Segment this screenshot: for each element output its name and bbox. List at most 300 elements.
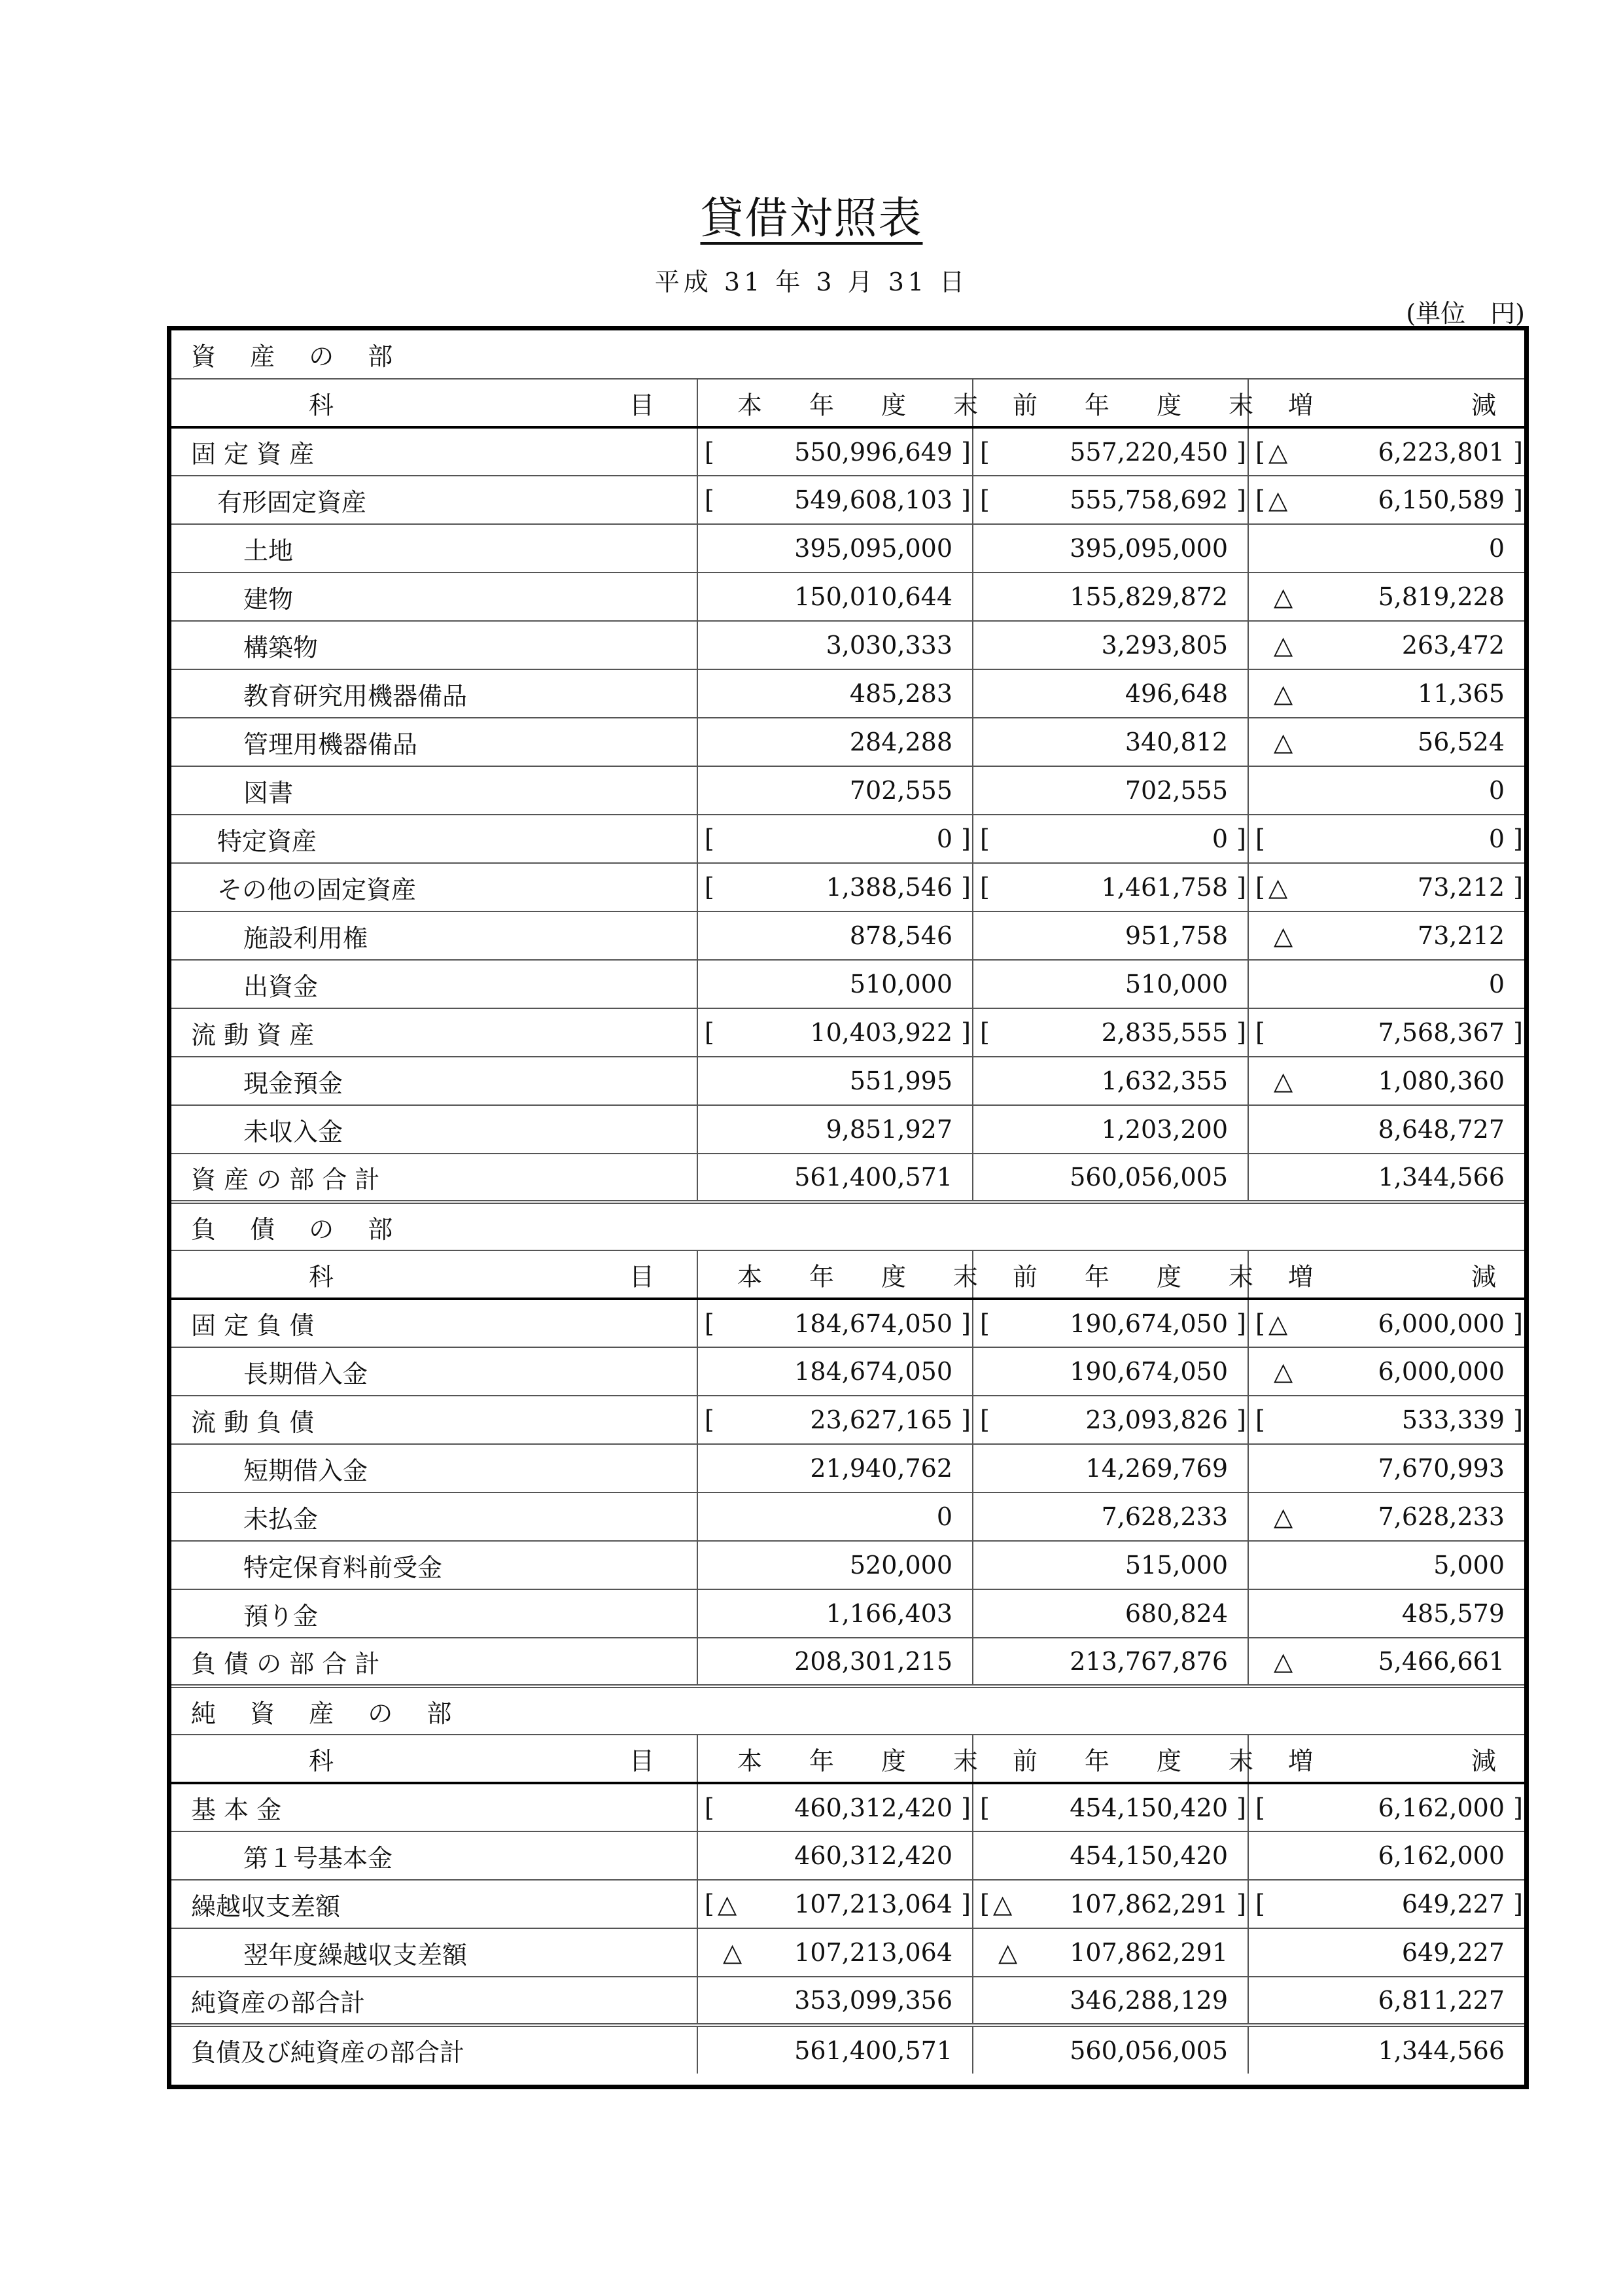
- value-cur: 353,099,356: [794, 1986, 952, 2015]
- value-prev: 1,632,355: [1101, 1067, 1228, 1095]
- negative-mark: △: [1274, 1067, 1293, 1095]
- row-label: 土地: [243, 536, 294, 565]
- row-label: 繰越収支差額: [191, 1892, 341, 1921]
- cell-diff: [1248, 621, 1524, 669]
- row-label: 構築物: [243, 633, 319, 662]
- value-cur: 107,213,064: [794, 1938, 952, 1967]
- value-diff: 0: [1488, 776, 1505, 805]
- value-cur: 551,995: [849, 1067, 952, 1095]
- cell-cur: [697, 621, 973, 669]
- bracket-open: [: [980, 873, 990, 902]
- cell-cur: [697, 2025, 973, 2074]
- bracket-close: ]: [1513, 824, 1523, 853]
- cell-cur: [697, 1880, 973, 1928]
- bracket-open: [: [1255, 486, 1265, 514]
- row-label: 翌年度繰越収支差額: [243, 1940, 468, 1969]
- bracket-open: [: [1255, 1793, 1265, 1822]
- net-assets-header-col3-char: 年: [1085, 1746, 1110, 1775]
- bracket-open: [: [1255, 824, 1265, 853]
- row-label-cell: [171, 1977, 697, 2025]
- bracket-open: [: [1255, 1018, 1265, 1047]
- bracket-close: ]: [961, 824, 971, 853]
- value-diff: 0: [1488, 824, 1505, 853]
- net-assets-header-col3-char: 前: [1013, 1746, 1038, 1775]
- value-diff: 5,466,661: [1378, 1647, 1505, 1676]
- net-assets-header-col1: [171, 1735, 697, 1783]
- row-label-cell: [171, 1008, 697, 1057]
- row-label-cell: [171, 1638, 697, 1686]
- bracket-close: ]: [1236, 1309, 1246, 1338]
- bracket-close: ]: [1513, 1309, 1523, 1338]
- value-prev: 496,648: [1125, 679, 1228, 708]
- value-diff: 1,080,360: [1378, 1067, 1505, 1095]
- net-assets-header-col2: [697, 1735, 979, 1783]
- negative-mark: △: [998, 1938, 1018, 1967]
- cell-diff: [1248, 1154, 1524, 1202]
- bracket-close: ]: [1513, 486, 1523, 514]
- value-cur: 23,627,165: [810, 1405, 952, 1434]
- bracket-close: ]: [961, 1793, 971, 1822]
- assets-header-col3-char: 度: [1157, 391, 1182, 419]
- cell-diff: [1248, 1831, 1524, 1880]
- cell-prev: [973, 1977, 1248, 2025]
- cell-prev: [973, 621, 1248, 669]
- value-prev: 190,674,050: [1070, 1357, 1228, 1386]
- value-prev: 454,150,420: [1070, 1793, 1228, 1822]
- section-net-assets: [171, 1686, 1524, 1735]
- row-label: 負債及び純資産の部合計: [191, 2038, 465, 2067]
- value-diff: 73,212: [1418, 873, 1505, 902]
- cell-prev: [973, 766, 1248, 815]
- row-label-cell: [171, 1492, 697, 1541]
- value-prev: 680,824: [1125, 1599, 1228, 1628]
- table-row: [171, 766, 1524, 815]
- negative-mark: △: [1274, 1647, 1293, 1676]
- report-date: 平成 31 年 3 月 31 日: [654, 268, 969, 296]
- table-row: [171, 1492, 1524, 1541]
- bracket-open: [: [980, 1793, 990, 1822]
- bracket-open: [: [980, 1309, 990, 1338]
- net-assets-header-col3: [973, 1735, 1254, 1783]
- bracket-close: ]: [961, 1018, 971, 1047]
- row-label: 特定資産: [217, 826, 317, 856]
- row-label: 負 債 の 部 合 計: [191, 1649, 380, 1678]
- table-row: [171, 1783, 1524, 1831]
- total-row: [171, 1154, 1524, 1202]
- total-row: [171, 1638, 1524, 1686]
- value-prev: 555,758,692: [1070, 486, 1228, 514]
- table-row: [171, 1008, 1524, 1057]
- bracket-open: [: [705, 486, 714, 514]
- row-label-cell: [171, 911, 697, 960]
- cell-prev: [973, 1008, 1248, 1057]
- row-label: 第１号基本金: [243, 1843, 393, 1873]
- value-cur: 208,301,215: [794, 1647, 952, 1676]
- table-row: [171, 1347, 1524, 1396]
- value-cur: 1,388,546: [826, 873, 952, 902]
- net-assets-header-col2-char: 度: [881, 1746, 907, 1775]
- bracket-close: ]: [961, 1405, 971, 1434]
- row-label: 図書: [243, 778, 294, 807]
- row-label-cell: [171, 1880, 697, 1928]
- value-prev: 2,835,555: [1101, 1018, 1228, 1047]
- net-assets-header-col1-char: 科: [309, 1746, 334, 1775]
- cell-prev: [973, 1589, 1248, 1638]
- value-prev: 3,293,805: [1101, 631, 1228, 660]
- value-diff: 1,344,566: [1378, 2036, 1505, 2065]
- bracket-open: [: [705, 1793, 714, 1822]
- bracket-open: [: [705, 824, 714, 853]
- value-prev: 155,829,872: [1070, 582, 1228, 611]
- cell-diff: [1248, 1541, 1524, 1589]
- row-label-cell: [171, 1154, 697, 1202]
- bracket-open: [: [705, 1309, 714, 1338]
- cell-cur: [697, 863, 973, 911]
- row-label-cell: [171, 1589, 697, 1638]
- table-row: [171, 476, 1524, 524]
- bracket-close: ]: [961, 1890, 971, 1918]
- bracket-open: [: [1255, 1405, 1265, 1434]
- cell-cur: [697, 1783, 973, 1831]
- cell-diff: [1248, 1783, 1524, 1831]
- cell-prev: [973, 1831, 1248, 1880]
- value-diff: 11,365: [1418, 679, 1505, 708]
- cell-diff: [1248, 1347, 1524, 1396]
- bracket-close: ]: [1513, 1890, 1523, 1918]
- row-label: 現金預金: [243, 1069, 343, 1098]
- table-row: [171, 1299, 1524, 1347]
- row-label: 流 動 資 産: [191, 1020, 315, 1050]
- cell-diff: [1248, 1105, 1524, 1154]
- liabilities-header-col3: [973, 1250, 1254, 1299]
- value-cur: 284,288: [849, 728, 952, 756]
- value-diff: 73,212: [1418, 921, 1505, 950]
- value-diff: 5,819,228: [1378, 582, 1505, 611]
- value-prev: 1,203,200: [1101, 1115, 1228, 1144]
- bracket-close: ]: [961, 486, 971, 514]
- value-cur: 9,851,927: [826, 1115, 952, 1144]
- bracket-close: ]: [1236, 1018, 1246, 1047]
- assets-header-col1-char: 目: [629, 391, 655, 419]
- value-cur: 3,030,333: [826, 631, 952, 660]
- cell-prev: [973, 718, 1248, 766]
- assets-header-col3-char: 末: [1229, 391, 1254, 419]
- table-row: [171, 2025, 1524, 2074]
- bracket-open: [: [705, 873, 714, 902]
- cell-cur: [697, 427, 973, 476]
- row-label-cell: [171, 427, 697, 476]
- cell-cur: [697, 1977, 973, 2025]
- value-cur: 107,213,064: [794, 1890, 952, 1918]
- value-diff: 6,162,000: [1378, 1793, 1505, 1822]
- row-label-cell: [171, 476, 697, 524]
- cell-diff: [1248, 1396, 1524, 1444]
- cell-cur: [697, 1492, 973, 1541]
- value-diff: 7,670,993: [1378, 1454, 1505, 1483]
- liabilities-header-col2-char: 本: [737, 1262, 763, 1291]
- value-prev: 213,767,876: [1070, 1647, 1228, 1676]
- value-cur: 10,403,922: [810, 1018, 952, 1047]
- bracket-open: [: [980, 1018, 990, 1047]
- value-diff: 649,227: [1401, 1938, 1505, 1967]
- cell-cur: [697, 669, 973, 718]
- row-label-cell: [171, 524, 697, 573]
- cell-prev: [973, 1105, 1248, 1154]
- section-assets-label: 資 産 の 部: [191, 342, 406, 371]
- cell-cur: [697, 1541, 973, 1589]
- cell-cur: [697, 524, 973, 573]
- net-assets-header-col4-char: 増: [1288, 1746, 1314, 1775]
- bracket-close: ]: [1513, 437, 1523, 467]
- negative-mark: △: [1274, 1357, 1293, 1386]
- value-diff: 6,150,589: [1378, 486, 1505, 514]
- cell-cur: [697, 1638, 973, 1686]
- cell-cur: [697, 1928, 973, 1977]
- cell-diff: [1248, 766, 1524, 815]
- value-cur: 549,608,103: [794, 486, 952, 514]
- value-diff: 533,339: [1401, 1405, 1505, 1434]
- value-cur: 150,010,644: [794, 582, 952, 611]
- assets-header-col4-char: 増: [1288, 391, 1314, 419]
- value-prev: 454,150,420: [1070, 1841, 1228, 1870]
- value-prev: 557,220,450: [1070, 437, 1228, 467]
- bracket-close: ]: [961, 1309, 971, 1338]
- row-label-cell: [171, 766, 697, 815]
- net-assets-column-header: [171, 1735, 1524, 1783]
- cell-diff: [1248, 476, 1524, 524]
- row-label-cell: [171, 1396, 697, 1444]
- value-cur: 510,000: [849, 970, 952, 998]
- table-row: [171, 960, 1524, 1008]
- cell-diff: [1248, 1977, 1524, 2025]
- row-label-cell: [171, 1299, 697, 1347]
- value-prev: 951,758: [1125, 921, 1228, 950]
- net-assets-header-col4: [1248, 1735, 1524, 1783]
- cell-cur: [697, 960, 973, 1008]
- value-cur: 485,283: [849, 679, 952, 708]
- value-diff: 6,811,227: [1378, 1986, 1505, 2015]
- value-diff: 0: [1488, 970, 1505, 998]
- section-assets-cell: [171, 330, 1524, 379]
- cell-cur: [697, 1105, 973, 1154]
- row-label-cell: [171, 1444, 697, 1492]
- cell-cur: [697, 1347, 973, 1396]
- cell-diff: [1248, 1492, 1524, 1541]
- bracket-open: [: [980, 1405, 990, 1434]
- table-row: [171, 1831, 1524, 1880]
- liabilities-header-col4-char: 増: [1288, 1262, 1314, 1291]
- value-prev: 702,555: [1125, 776, 1228, 805]
- assets-header-col2-char: 末: [953, 391, 979, 419]
- value-diff: 7,568,367: [1378, 1018, 1505, 1047]
- cell-diff: [1248, 1638, 1524, 1686]
- cell-diff: [1248, 573, 1524, 621]
- bracket-open: [: [1255, 1309, 1265, 1338]
- section-net-assets-cell: [171, 1686, 1524, 1735]
- value-cur: 184,674,050: [794, 1357, 952, 1386]
- net-assets-header-col2-char: 末: [953, 1746, 979, 1775]
- cell-diff: [1248, 1008, 1524, 1057]
- negative-mark: △: [1268, 437, 1288, 467]
- value-diff: 1,344,566: [1378, 1163, 1505, 1192]
- row-label-cell: [171, 718, 697, 766]
- value-diff: 8,648,727: [1378, 1115, 1505, 1144]
- value-cur: 561,400,571: [794, 2036, 952, 2065]
- cell-prev: [973, 1154, 1248, 1202]
- value-diff: 56,524: [1418, 728, 1505, 756]
- cell-diff: [1248, 669, 1524, 718]
- net-assets-header-col2-char: 年: [809, 1746, 835, 1775]
- row-label-cell: [171, 960, 697, 1008]
- cell-cur: [697, 1396, 973, 1444]
- cell-diff: [1248, 427, 1524, 476]
- value-prev: 190,674,050: [1070, 1309, 1228, 1338]
- value-prev: 346,288,129: [1070, 1986, 1228, 2015]
- row-label: 長期借入金: [243, 1359, 368, 1388]
- total-row: [171, 1977, 1524, 2025]
- row-label: 資 産 の 部 合 計: [191, 1165, 380, 1194]
- row-label-cell: [171, 1928, 697, 1977]
- cell-cur: [697, 1831, 973, 1880]
- table-row: [171, 573, 1524, 621]
- value-cur: 21,940,762: [810, 1454, 952, 1483]
- value-prev: 14,269,769: [1085, 1454, 1228, 1483]
- row-label: 短期借入金: [243, 1456, 368, 1485]
- net-assets-header-col3-char: 末: [1229, 1746, 1254, 1775]
- value-prev: 510,000: [1125, 970, 1228, 998]
- assets-header-col2-char: 度: [881, 391, 907, 419]
- balance-sheet-table: [171, 330, 1524, 2074]
- table-row: [171, 1444, 1524, 1492]
- value-cur: 184,674,050: [794, 1309, 952, 1338]
- value-cur: 0: [936, 1502, 952, 1531]
- bracket-open: [: [705, 1018, 714, 1047]
- row-label-cell: [171, 1057, 697, 1105]
- table-row: [171, 718, 1524, 766]
- bracket-close: ]: [1236, 1405, 1246, 1434]
- cell-diff: [1248, 1444, 1524, 1492]
- cell-cur: [697, 1444, 973, 1492]
- row-label: 未払金: [243, 1504, 319, 1534]
- cell-cur: [697, 1057, 973, 1105]
- value-cur: 460,312,420: [794, 1841, 952, 1870]
- row-label-cell: [171, 1783, 697, 1831]
- table-row: [171, 1057, 1524, 1105]
- cell-prev: [973, 1444, 1248, 1492]
- value-diff: 649,227: [1401, 1890, 1505, 1918]
- assets-header-col1-char: 科: [309, 391, 334, 419]
- cell-prev: [973, 524, 1248, 573]
- value-prev: 560,056,005: [1070, 1163, 1228, 1192]
- row-label: 施設利用権: [243, 923, 368, 953]
- bracket-open: [: [705, 437, 714, 467]
- cell-prev: [973, 1299, 1248, 1347]
- row-label: 預り金: [243, 1601, 319, 1631]
- bracket-close: ]: [1513, 1405, 1523, 1434]
- bracket-close: ]: [1236, 824, 1246, 853]
- value-prev: 560,056,005: [1070, 2036, 1228, 2065]
- value-cur: 1,166,403: [826, 1599, 952, 1628]
- value-prev: 395,095,000: [1070, 534, 1228, 563]
- section-assets: [171, 330, 1524, 379]
- net-assets-header-col2-char: 本: [737, 1746, 763, 1775]
- cell-prev: [973, 1638, 1248, 1686]
- cell-prev: [973, 573, 1248, 621]
- section-liabilities-cell: [171, 1202, 1524, 1250]
- cell-prev: [973, 1347, 1248, 1396]
- bracket-close: ]: [1236, 486, 1246, 514]
- liabilities-header-col3-char: 末: [1229, 1262, 1254, 1291]
- cell-cur: [697, 815, 973, 863]
- table-row: [171, 1396, 1524, 1444]
- row-label: 未収入金: [243, 1117, 343, 1146]
- cell-prev: [973, 2025, 1248, 2074]
- unit-note: (単位 円): [1406, 299, 1525, 328]
- bracket-open: [: [980, 437, 990, 467]
- row-label-cell: [171, 1831, 697, 1880]
- row-label: 固 定 資 産: [191, 440, 315, 468]
- liabilities-header-col4: [1248, 1250, 1524, 1299]
- cell-diff: [1248, 1057, 1524, 1105]
- cell-diff: [1248, 2025, 1524, 2074]
- row-label: 有形固定資産: [217, 487, 367, 517]
- value-prev: 107,862,291: [1070, 1938, 1228, 1967]
- cell-prev: [973, 960, 1248, 1008]
- negative-mark: △: [1274, 728, 1293, 756]
- row-label-cell: [171, 2025, 697, 2074]
- value-cur: 550,996,649: [794, 437, 952, 467]
- bracket-close: ]: [1513, 1793, 1523, 1822]
- cell-prev: [973, 863, 1248, 911]
- negative-mark: △: [1274, 921, 1293, 950]
- bracket-close: ]: [1236, 1793, 1246, 1822]
- table-row: [171, 621, 1524, 669]
- negative-mark: △: [993, 1890, 1013, 1918]
- bracket-close: ]: [961, 873, 971, 902]
- row-label-cell: [171, 669, 697, 718]
- bracket-close: ]: [1513, 1018, 1523, 1047]
- row-label: 建物: [243, 584, 294, 614]
- cell-prev: [973, 1057, 1248, 1105]
- cell-cur: [697, 1008, 973, 1057]
- row-label: 特定保育料前受金: [243, 1553, 443, 1582]
- bracket-open: [: [1255, 873, 1265, 902]
- assets-header-col3-char: 前: [1013, 391, 1038, 419]
- cell-diff: [1248, 718, 1524, 766]
- row-label: 純資産の部合計: [191, 1988, 366, 2017]
- cell-cur: [697, 573, 973, 621]
- document-title-wrap: [0, 183, 1623, 245]
- row-label: その他の固定資産: [217, 875, 417, 904]
- value-diff: 0: [1488, 534, 1505, 563]
- cell-cur: [697, 1589, 973, 1638]
- liabilities-header-col2-char: 年: [809, 1262, 835, 1291]
- negative-mark: △: [1268, 873, 1288, 902]
- cell-prev: [973, 1396, 1248, 1444]
- bracket-close: ]: [1513, 873, 1523, 902]
- cell-prev: [973, 911, 1248, 960]
- liabilities-header-col2-char: 末: [953, 1262, 979, 1291]
- row-label-cell: [171, 1347, 697, 1396]
- cell-prev: [973, 1880, 1248, 1928]
- liabilities-header-col2: [697, 1250, 979, 1299]
- table-row: [171, 1105, 1524, 1154]
- value-prev: 1,461,758: [1101, 873, 1228, 902]
- negative-mark: △: [1268, 486, 1288, 514]
- net-assets-header-col1-char: 目: [629, 1746, 655, 1775]
- liabilities-column-header: [171, 1250, 1524, 1299]
- value-diff: 6,162,000: [1378, 1841, 1505, 1870]
